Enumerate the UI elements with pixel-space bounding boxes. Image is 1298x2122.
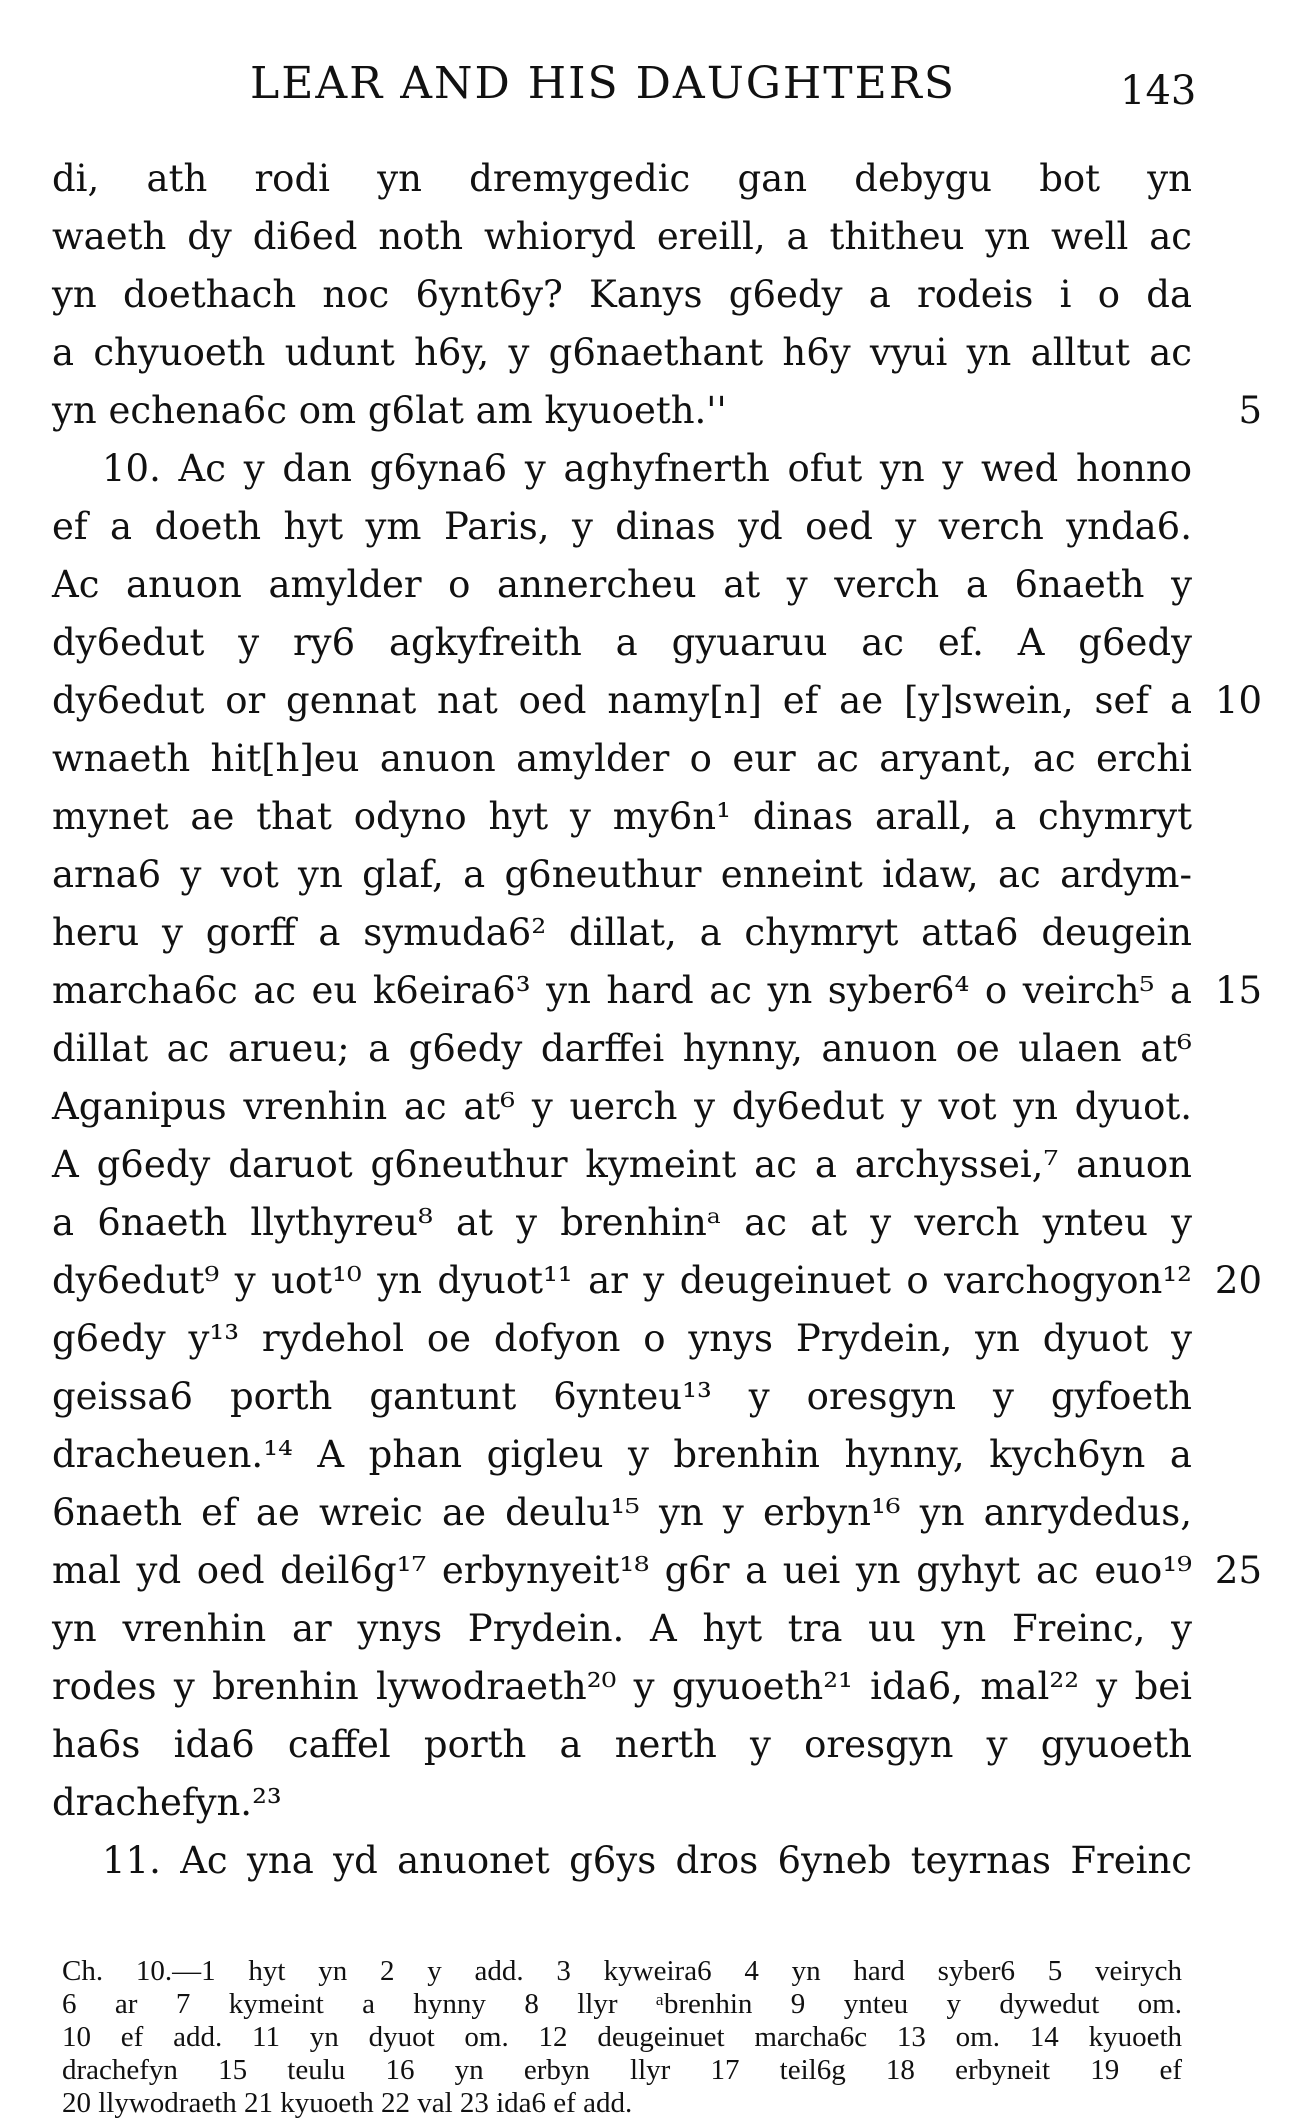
text-line: 10. Ac y dan g6yna6 y aghyfnerth ofut yn y wed honno [102, 447, 1192, 490]
text-line: yn echena6c om g6lat am kyuoeth.'' 5 [52, 382, 1192, 440]
text-line: yn doethach noc 6ynt6y? Kanys g6edy a rodeis i o da [52, 273, 1192, 316]
text-line: dy6edut⁹ y uot¹⁰ yn dyuot¹¹ ar y deugeinuet o varchogyon¹² 20 [52, 1252, 1192, 1310]
footnote-line: 10 ef add. 11 yn dyuot om. 12 deugeinuet marcha6c 13 om. 14 kyuoeth [62, 2021, 1182, 2053]
text-line: waeth dy di6ed noth whioryd ereill, a thitheu yn well ac [52, 215, 1192, 258]
text-line: ef a doeth hyt ym Paris, y dinas yd oed y verch ynda6. [52, 505, 1192, 548]
text-line: ha6s ida6 caffel porth a nerth y oresgyn y gyuoeth [52, 1723, 1192, 1766]
text-line: di, ath rodi yn dremygedic gan debygu bot yn [52, 157, 1192, 200]
footnote-line: 6 ar 7 kymeint a hynny 8 llyr ᵃbrenhin 9 ynteu y dywedut om. [62, 1988, 1182, 2020]
main-text [52, 150, 1262, 1890]
line-number: 15 [1214, 969, 1262, 1012]
text-line: dy6edut or gennat nat oed namy[n] ef ae [y]swein, sef a 10 [52, 672, 1192, 730]
text-line: marcha6c ac eu k6eira6³ yn hard ac yn syber6⁴ o veirch⁵ a 15 [52, 962, 1192, 1020]
text-line: 11. Ac yna yd anuonet g6ys dros 6yneb teyrnas Freinc [102, 1839, 1192, 1882]
footnotes [62, 1955, 1182, 2120]
line-number: 20 [1214, 1259, 1262, 1302]
text-line: a chyuoeth udunt h6y, y g6naethant h6y vyui yn alltut ac [52, 331, 1192, 374]
text-line: a 6naeth llythyreu⁸ at y brenhinᵃ ac at y verch ynteu y [52, 1201, 1192, 1244]
text-line: mynet ae that odyno hyt y my6n¹ dinas arall, a chymryt [52, 795, 1192, 838]
running-head: LEAR AND HIS DAUGHTERS [250, 58, 957, 109]
text-line: dracheuen.¹⁴ A phan gigleu y brenhin hynny, kych6yn a [52, 1433, 1192, 1476]
text-line: A g6edy daruot g6neuthur kymeint ac a archyssei,⁷ anuon [52, 1143, 1192, 1186]
footnote-line: Ch. 10.—1 hyt yn 2 y add. 3 kyweira6 4 yn hard syber6 5 veirych [62, 1955, 1182, 1987]
footnote-line: drachefyn 15 teulu 16 yn erbyn llyr 17 teil6g 18 erbyneit 19 ef [62, 2054, 1182, 2086]
line-number: 5 [1238, 389, 1262, 432]
text-line: drachefyn.²³ [52, 1781, 282, 1824]
text-line: rodes y brenhin lywodraeth²⁰ y gyuoeth²¹ ida6, mal²² y bei [52, 1665, 1192, 1708]
text-line: yn vrenhin ar ynys Prydein. A hyt tra uu yn Freinc, y [52, 1607, 1192, 1650]
text-line: arna6 y vot yn glaf, a g6neuthur enneint idaw, ac ardym- [52, 853, 1192, 896]
text-line: Ac anuon amylder o annercheu at y verch a 6naeth y [52, 563, 1192, 606]
page-header [0, 58, 1298, 118]
line-number: 25 [1214, 1549, 1262, 1592]
text-line: g6edy y¹³ rydehol oe dofyon o ynys Prydein, yn dyuot y [52, 1317, 1192, 1360]
text-line: dillat ac arueu; a g6edy darffei hynny, anuon oe ulaen at⁶ [52, 1027, 1192, 1070]
text-line: heru y gorff a symuda6² dillat, a chymryt atta6 deugein [52, 911, 1192, 954]
text-line: dy6edut y ry6 agkyfreith a gyuaruu ac ef. A g6edy [52, 621, 1192, 664]
page-number: 143 [1120, 68, 1197, 114]
line-number: 10 [1214, 679, 1262, 722]
text-line: geissa6 porth gantunt 6ynteu¹³ y oresgyn y gyfoeth [52, 1375, 1192, 1418]
text-line: Aganipus vrenhin ac at⁶ y uerch y dy6edut y vot yn dyuot. [52, 1085, 1192, 1128]
text-line: mal yd oed deil6g¹⁷ erbynyeit¹⁸ g6r a uei yn gyhyt ac euo¹⁹ 25 [52, 1542, 1192, 1600]
footnote-line: 20 llywodraeth 21 kyuoeth 22 val 23 ida6 ef add. [62, 2087, 633, 2119]
text-line: 6naeth ef ae wreic ae deulu¹⁵ yn y erbyn¹⁶ yn anrydedus, [52, 1491, 1192, 1534]
text-line: wnaeth hit[h]eu anuon amylder o eur ac aryant, ac erchi [52, 737, 1192, 780]
